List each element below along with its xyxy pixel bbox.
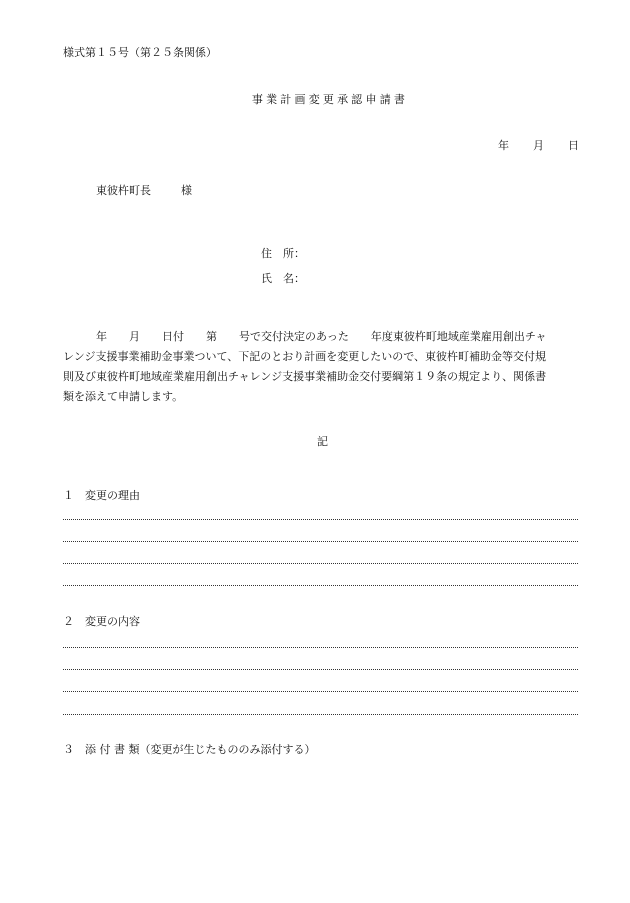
application-body — [63, 327, 579, 407]
document-title: 事業計画変更承認申請書 — [251, 93, 409, 106]
reason-line-3 — [63, 563, 578, 564]
content-line-1 — [63, 647, 578, 648]
recipient-honorific: 様 — [181, 184, 192, 197]
recipient — [96, 185, 192, 196]
date-line — [498, 140, 579, 151]
applicant-address-row — [261, 248, 304, 259]
section-heading-attachments: ３ 添 付 書 類（変更が生じたもののみ添付する） — [63, 743, 316, 756]
body-line-2: レンジ支援事業補助金事業ついて、下記のとおり計画を変更したいので、東彼杵町補助金等交付規 — [63, 350, 547, 363]
section-heading-reason: １ 変更の理由 — [63, 489, 140, 502]
date-day-label: 日 — [568, 139, 579, 152]
reason-line-2 — [63, 541, 578, 542]
content-line-4 — [63, 714, 578, 715]
form-number: 様式第１５号（第２５条関係） — [63, 46, 217, 59]
reason-line-4 — [63, 585, 578, 586]
section-heading-content: ２ 変更の内容 — [63, 615, 140, 628]
date-year-label: 年 — [498, 139, 509, 152]
content-line-3 — [63, 691, 578, 692]
date-month-label: 月 — [533, 139, 544, 152]
body-line-4: 類を添えて申請します。 — [63, 390, 184, 403]
applicant-name-row — [261, 273, 304, 284]
reason-line-1 — [63, 519, 578, 520]
address-label: 住 所： — [261, 247, 305, 260]
body-line-3: 則及び東彼杵町地域産業雇用創出チャレンジ支援事業補助金交付要綱第１９条の規定より、関係書 — [63, 370, 547, 383]
name-label: 氏 名： — [261, 272, 305, 285]
recipient-name: 東彼杵町長 — [96, 184, 151, 197]
ki-heading: 記 — [317, 435, 328, 448]
content-line-2 — [63, 669, 578, 670]
body-line-1: 年 月 日付 第 号で交付決定のあった 年度東彼杵町地域産業雇用創出チャ — [63, 330, 547, 343]
